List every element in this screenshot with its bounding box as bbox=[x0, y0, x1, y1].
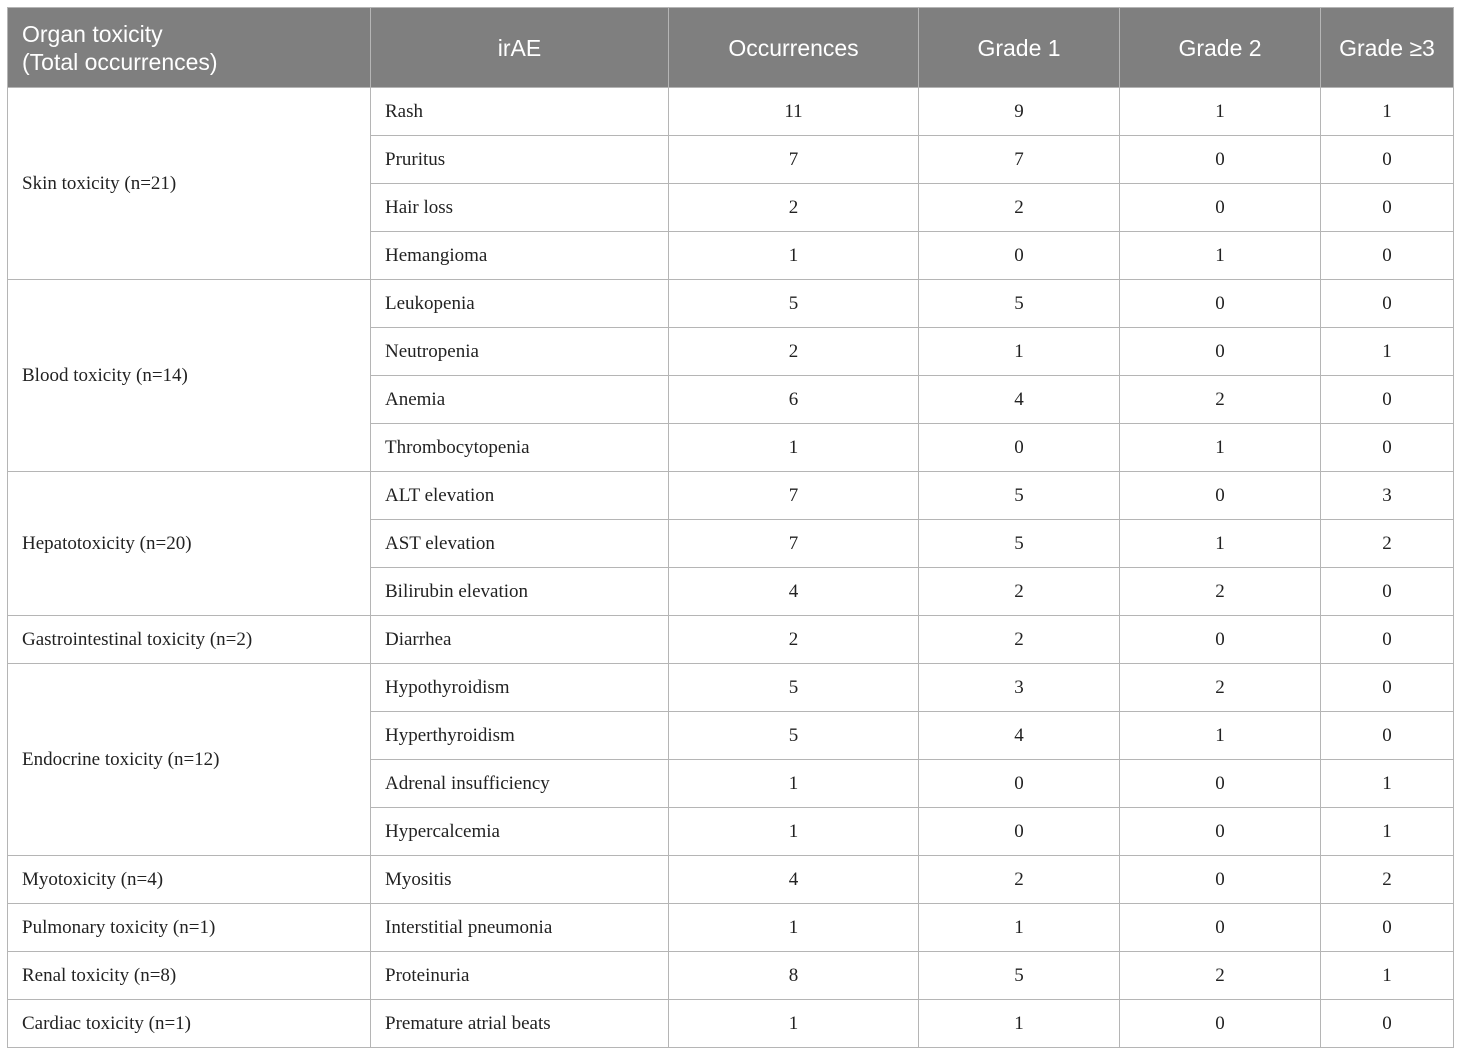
table-row bbox=[8, 1000, 1454, 1048]
irae-table bbox=[7, 7, 1454, 1048]
grade-2-cell: 1 bbox=[1120, 424, 1321, 472]
table-body bbox=[8, 88, 1454, 1048]
grade-3-plus-cell: 1 bbox=[1321, 328, 1454, 376]
grade-2-cell: 1 bbox=[1120, 712, 1321, 760]
grade-3-plus-cell: 1 bbox=[1321, 760, 1454, 808]
grade-3-plus-cell: 1 bbox=[1321, 952, 1454, 1000]
occurrences-cell: 11 bbox=[669, 88, 919, 136]
irae-cell: Thrombocytopenia bbox=[371, 424, 669, 472]
grade-2-cell: 1 bbox=[1120, 88, 1321, 136]
organ-toxicity-cell: Endocrine toxicity (n=12) bbox=[8, 664, 371, 856]
grade-3-plus-cell: 0 bbox=[1321, 712, 1454, 760]
grade-3-plus-cell: 0 bbox=[1321, 376, 1454, 424]
grade-1-cell: 5 bbox=[919, 472, 1120, 520]
irae-cell: Pruritus bbox=[371, 136, 669, 184]
grade-1-cell: 5 bbox=[919, 520, 1120, 568]
occurrences-cell: 1 bbox=[669, 1000, 919, 1048]
grade-1-cell: 0 bbox=[919, 232, 1120, 280]
grade-1-cell: 9 bbox=[919, 88, 1120, 136]
grade-1-cell: 1 bbox=[919, 904, 1120, 952]
occurrences-cell: 2 bbox=[669, 328, 919, 376]
grade-1-cell: 1 bbox=[919, 328, 1120, 376]
organ-toxicity-cell: Cardiac toxicity (n=1) bbox=[8, 1000, 371, 1048]
occurrences-cell: 2 bbox=[669, 616, 919, 664]
grade-2-cell: 0 bbox=[1120, 616, 1321, 664]
header-row bbox=[8, 8, 1454, 88]
grade-2-cell: 0 bbox=[1120, 184, 1321, 232]
organ-toxicity-cell: Renal toxicity (n=8) bbox=[8, 952, 371, 1000]
irae-cell: Hair loss bbox=[371, 184, 669, 232]
occurrences-cell: 6 bbox=[669, 376, 919, 424]
grade-3-plus-cell: 3 bbox=[1321, 472, 1454, 520]
table-row bbox=[8, 664, 1454, 712]
occurrences-cell: 7 bbox=[669, 520, 919, 568]
grade-3-plus-cell: 2 bbox=[1321, 856, 1454, 904]
grade-1-cell: 4 bbox=[919, 712, 1120, 760]
organ-toxicity-cell: Gastrointestinal toxicity (n=2) bbox=[8, 616, 371, 664]
header-grade-1: Grade 1 bbox=[919, 8, 1120, 88]
irae-cell: Myositis bbox=[371, 856, 669, 904]
occurrences-cell: 1 bbox=[669, 424, 919, 472]
irae-cell: AST elevation bbox=[371, 520, 669, 568]
occurrences-cell: 1 bbox=[669, 232, 919, 280]
grade-1-cell: 7 bbox=[919, 136, 1120, 184]
header-occurrences: Occurrences bbox=[669, 8, 919, 88]
header-grade-2: Grade 2 bbox=[1120, 8, 1321, 88]
grade-3-plus-cell: 1 bbox=[1321, 808, 1454, 856]
occurrences-cell: 1 bbox=[669, 808, 919, 856]
irae-cell: Anemia bbox=[371, 376, 669, 424]
organ-toxicity-cell: Skin toxicity (n=21) bbox=[8, 88, 371, 280]
grade-3-plus-cell: 0 bbox=[1321, 232, 1454, 280]
header-organ-line2: (Total occurrences) bbox=[22, 48, 218, 75]
irae-cell: Premature atrial beats bbox=[371, 1000, 669, 1048]
grade-1-cell: 5 bbox=[919, 280, 1120, 328]
irae-cell: ALT elevation bbox=[371, 472, 669, 520]
irae-cell: Adrenal insufficiency bbox=[371, 760, 669, 808]
organ-toxicity-cell: Myotoxicity (n=4) bbox=[8, 856, 371, 904]
occurrences-cell: 5 bbox=[669, 712, 919, 760]
table-header bbox=[8, 8, 1454, 88]
table-row bbox=[8, 88, 1454, 136]
grade-2-cell: 0 bbox=[1120, 472, 1321, 520]
grade-2-cell: 2 bbox=[1120, 952, 1321, 1000]
irae-cell: Interstitial pneumonia bbox=[371, 904, 669, 952]
irae-cell: Diarrhea bbox=[371, 616, 669, 664]
occurrences-cell: 5 bbox=[669, 280, 919, 328]
occurrences-cell: 4 bbox=[669, 856, 919, 904]
irae-cell: Hypothyroidism bbox=[371, 664, 669, 712]
grade-2-cell: 0 bbox=[1120, 280, 1321, 328]
header-organ-toxicity bbox=[8, 8, 371, 88]
occurrences-cell: 8 bbox=[669, 952, 919, 1000]
header-grade-3-plus: Grade ≥3 bbox=[1321, 8, 1454, 88]
grade-1-cell: 0 bbox=[919, 760, 1120, 808]
grade-3-plus-cell: 0 bbox=[1321, 184, 1454, 232]
grade-3-plus-cell: 0 bbox=[1321, 424, 1454, 472]
grade-3-plus-cell: 2 bbox=[1321, 520, 1454, 568]
table-row bbox=[8, 280, 1454, 328]
grade-1-cell: 2 bbox=[919, 184, 1120, 232]
grade-3-plus-cell: 0 bbox=[1321, 904, 1454, 952]
grade-1-cell: 5 bbox=[919, 952, 1120, 1000]
grade-2-cell: 0 bbox=[1120, 1000, 1321, 1048]
grade-2-cell: 0 bbox=[1120, 808, 1321, 856]
table-row bbox=[8, 616, 1454, 664]
grade-1-cell: 2 bbox=[919, 856, 1120, 904]
grade-2-cell: 2 bbox=[1120, 664, 1321, 712]
irae-cell: Leukopenia bbox=[371, 280, 669, 328]
irae-cell: Hemangioma bbox=[371, 232, 669, 280]
header-organ-line1: Organ toxicity bbox=[22, 20, 163, 47]
grade-2-cell: 2 bbox=[1120, 568, 1321, 616]
grade-3-plus-cell: 0 bbox=[1321, 136, 1454, 184]
irae-cell: Rash bbox=[371, 88, 669, 136]
table-row bbox=[8, 856, 1454, 904]
table-row bbox=[8, 472, 1454, 520]
organ-toxicity-cell: Hepatotoxicity (n=20) bbox=[8, 472, 371, 616]
grade-1-cell: 0 bbox=[919, 808, 1120, 856]
grade-2-cell: 0 bbox=[1120, 904, 1321, 952]
occurrences-cell: 4 bbox=[669, 568, 919, 616]
occurrences-cell: 2 bbox=[669, 184, 919, 232]
irae-cell: Proteinuria bbox=[371, 952, 669, 1000]
grade-3-plus-cell: 0 bbox=[1321, 568, 1454, 616]
grade-2-cell: 0 bbox=[1120, 328, 1321, 376]
grade-3-plus-cell: 0 bbox=[1321, 1000, 1454, 1048]
table-row bbox=[8, 904, 1454, 952]
grade-1-cell: 1 bbox=[919, 1000, 1120, 1048]
occurrences-cell: 5 bbox=[669, 664, 919, 712]
irae-cell: Hypercalcemia bbox=[371, 808, 669, 856]
grade-1-cell: 4 bbox=[919, 376, 1120, 424]
grade-1-cell: 2 bbox=[919, 568, 1120, 616]
header-irae: irAE bbox=[371, 8, 669, 88]
occurrences-cell: 7 bbox=[669, 136, 919, 184]
occurrences-cell: 1 bbox=[669, 904, 919, 952]
irae-cell: Bilirubin elevation bbox=[371, 568, 669, 616]
irae-cell: Neutropenia bbox=[371, 328, 669, 376]
grade-1-cell: 0 bbox=[919, 424, 1120, 472]
grade-3-plus-cell: 0 bbox=[1321, 616, 1454, 664]
grade-3-plus-cell: 1 bbox=[1321, 88, 1454, 136]
grade-2-cell: 1 bbox=[1120, 232, 1321, 280]
table-row bbox=[8, 952, 1454, 1000]
organ-toxicity-cell: Blood toxicity (n=14) bbox=[8, 280, 371, 472]
grade-1-cell: 3 bbox=[919, 664, 1120, 712]
grade-2-cell: 0 bbox=[1120, 760, 1321, 808]
occurrences-cell: 1 bbox=[669, 760, 919, 808]
grade-2-cell: 0 bbox=[1120, 856, 1321, 904]
grade-1-cell: 2 bbox=[919, 616, 1120, 664]
grade-3-plus-cell: 0 bbox=[1321, 280, 1454, 328]
irae-cell: Hyperthyroidism bbox=[371, 712, 669, 760]
grade-2-cell: 2 bbox=[1120, 376, 1321, 424]
occurrences-cell: 7 bbox=[669, 472, 919, 520]
grade-2-cell: 1 bbox=[1120, 520, 1321, 568]
grade-2-cell: 0 bbox=[1120, 136, 1321, 184]
organ-toxicity-cell: Pulmonary toxicity (n=1) bbox=[8, 904, 371, 952]
grade-3-plus-cell: 0 bbox=[1321, 664, 1454, 712]
